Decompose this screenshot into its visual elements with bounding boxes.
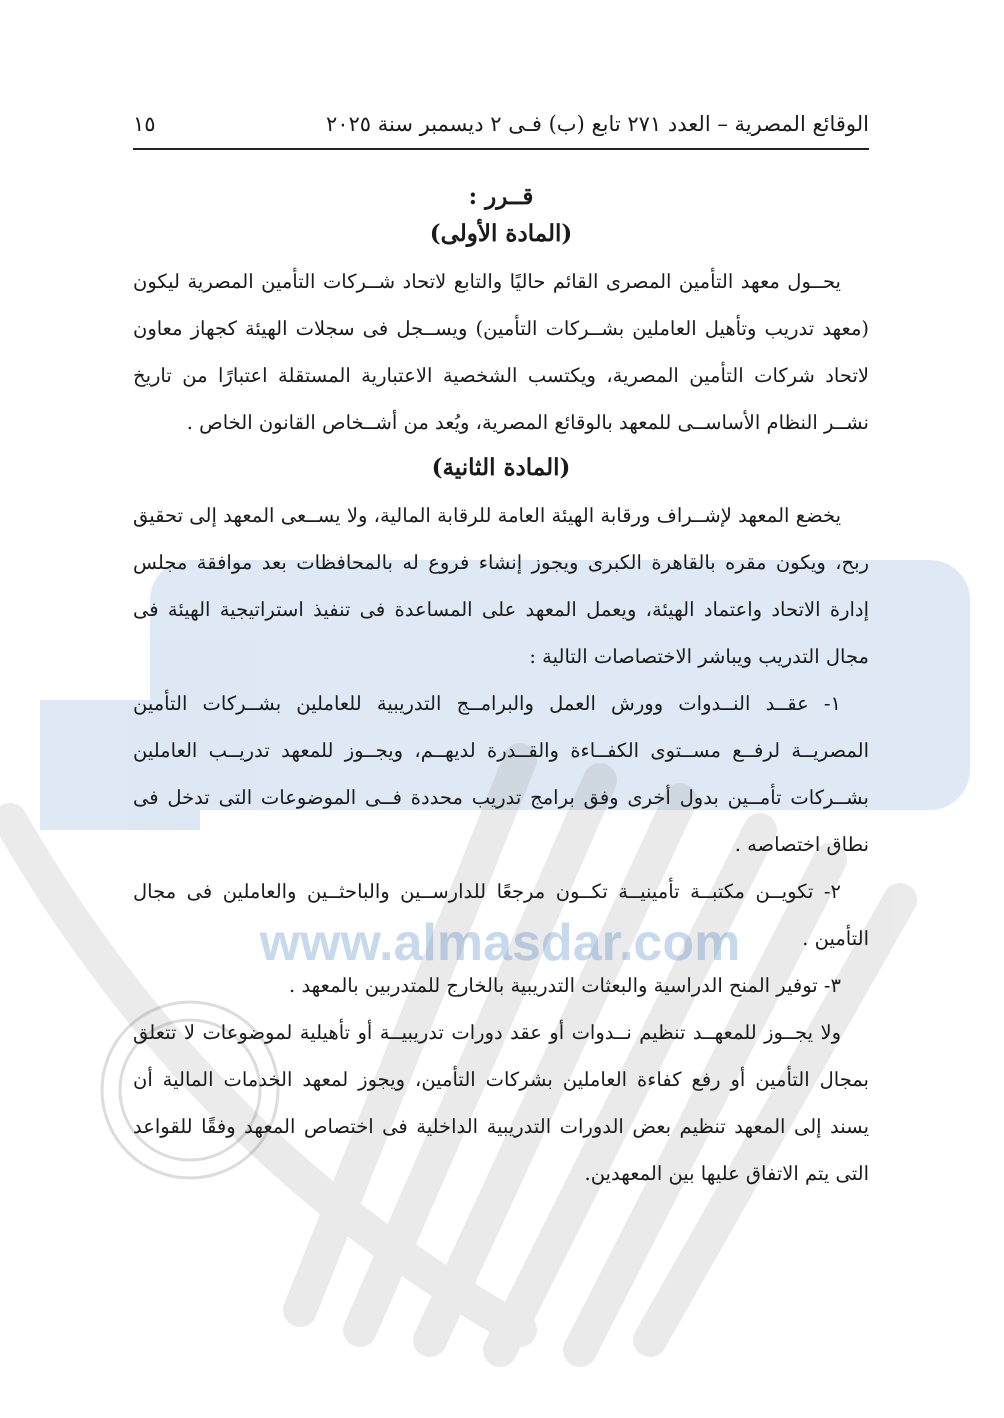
article-1-paragraph: يحــول معهد التأمين المصرى القائم حاليًا والتابع لاتحاد شــركات التأمين المصرية ليكون (معهد تدريب وتأهيل العاملين بشــركات التأمين) ويســجل فى سجلات الهيئة كجهاز معاون لاتحاد شركات التأمين المصرية، ويكتسب الشخصية الاعتبارية المستقلة اعتبارًا من تاريخ نشــر النظام الأساســى للمعهد بالوقائع المصرية، ويُعد من أشــخاص القانون الخاص . — [133, 270, 869, 434]
article-2-closing: ولا يجــوز للمعهــد تنظيم نــدوات أو عقد دورات تدريبيــة أو تأهيلية لموضوعات لا تتعلق بمجال التأمين أو رفع كفاءة العاملين بشركات التأمين، ويجوز لمعهد الخدمات المالية أن يسند إلى المعهد تنظيم بعض الدورات التدريبية الداخلية فى اختصاص المعهد وفقًا للقواعد التى يتم الاتفاق عليها بين المعهدين. — [133, 1021, 869, 1185]
watermark-url: www.almasdar.com — [259, 914, 741, 972]
article-2-item-2: ٢- تكويــن مكتبــة تأمينيــة تكــون مرجعًا للدارســين والباحثــين والعاملين فى مجال التأمين . — [133, 880, 869, 950]
page-number: ١٥ — [133, 112, 156, 136]
article-2-item-3: ٣- توفير المنح الدراسية والبعثات التدريبية بالخارج للمتدربين بالمعهد . — [289, 974, 841, 997]
article-1-title: (المادة الأولى) — [429, 220, 573, 247]
article-2-item-1: ١- عقــد النــدوات وورش العمل والبرامــج التدريبية للعاملين بشــركات التأمين المصريــة لرفــع مســتوى الكفــاءة والقــدرة لديهــم، ويجــوز للمعهد تدريــب العاملين بشــركات تأمــين بدول أخرى وفق برامج تدريب محددة فــى الموضوعات التى تدخل فى نطاق اختصاصه . — [133, 692, 869, 856]
decision-heading: قــرر : — [468, 183, 534, 210]
document-page — [133, 112, 869, 1197]
header-title: الوقائع المصرية – العدد ٢٧١ تابع (ب) فـى ٢ ديسمبر سنة ٢٠٢٥ — [325, 112, 869, 136]
page-header — [133, 112, 869, 150]
article-2-intro: يخضع المعهد لإشــراف ورقابة الهيئة العامة للرقابة المالية، ولا يســعى المعهد إلى تحقيق ربح، ويكون مقره بالقاهرة الكبرى ويجوز إنشاء فروع له بالمحافظات بعد موافقة مجلس إدارة الاتحاد واعتماد الهيئة، ويعمل المعهد على المساعدة فى تنفيذ استراتيجية الهيئة فى مجال التدريب ويباشر الاختصاصات التالية : — [133, 504, 869, 668]
article-2-title: (المادة الثانية) — [431, 454, 571, 481]
